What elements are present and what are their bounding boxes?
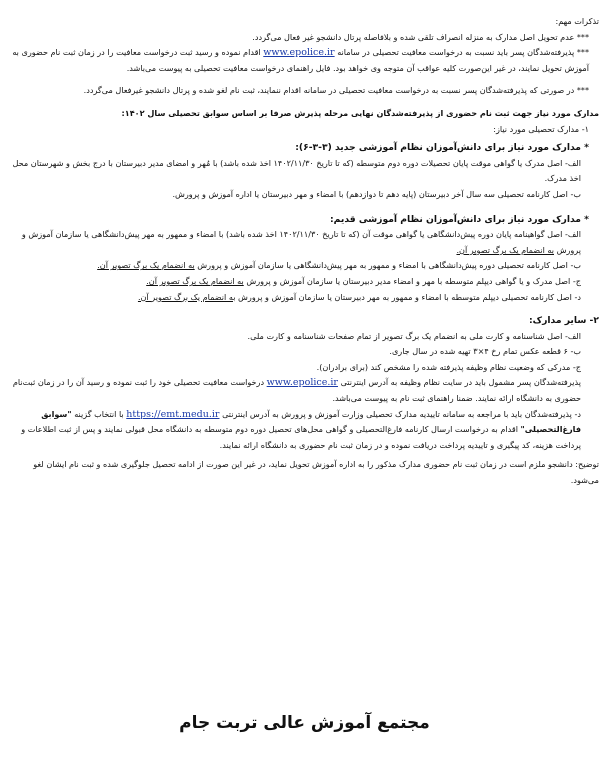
military-prefix: پذیرفته‌شدگان پسر مشمول باید در سایت نظام وظیفه به آدرس اینترنتی bbox=[340, 377, 581, 388]
other-docs-title: ۲- سایر مدارک: bbox=[529, 315, 599, 327]
item-d-suffix: اقدام به درخواست ارسال کارنامه فارغ‌التحصیلی و گواهی محل‌های تحصیل دوره دوم متوسطه به دانشگاه محل قبولی نمایند و پس از ثبت اطلاعات و پرداخت هزینه، کد پیگیری و تاییدیه پرداخت دریافت نموده و در زمان ثبت نام حضوری به دانشگاه ارائه نمایند. bbox=[21, 424, 581, 450]
old-system-title: * مدارک مورد نیاز برای دانش‌آموزان نظام آموزشی قدیم: bbox=[330, 213, 589, 225]
other-item-c: ج- مدرکی که وضعیت نظام وظیفه پذیرفته شده را مشخص کند (برای برادران). bbox=[316, 361, 581, 372]
notes-title: تذکرات مهم: bbox=[555, 16, 599, 26]
old-system-item-b bbox=[10, 258, 599, 274]
new-system-item-a: الف- اصل مدرک یا گواهی موقت پایان تحصیلات دوره دوم متوسطه (که تا تاریخ ۱۴۰۲/۱۱/۳۰ اخذ شده باشد) با مُهر و امضای مدیر دبیرستان با درج بخش و شهرستان محل اخذ مدرک. bbox=[12, 157, 581, 184]
graduation-records-option: "سوابق فارغ‌التحصیلی" bbox=[41, 408, 581, 435]
new-system-title: * مدارک مورد نیاز برای دانش‌آموزان نظام آموزشی جدید (۳-۳-۶): bbox=[295, 142, 589, 154]
note-2-prefix: *** پذیرفته‌شدگان پسر باید نسبت به درخواست معافیت تحصیلی در سامانه bbox=[337, 47, 589, 58]
old-d-underlined: به انضمام یک برگ تصویر آن. bbox=[137, 291, 236, 302]
old-system-item-a bbox=[10, 227, 599, 258]
military-note bbox=[10, 375, 599, 406]
old-b-underlined: به انضمام یک برگ تصویر آن. bbox=[97, 260, 195, 271]
old-a-underlined: به انضمام یک برگ تصویر آن. bbox=[456, 244, 554, 255]
new-system-item-b: ب- اصل کارنامه تحصیلی سه سال آخر دبیرستان (پایه دهم تا دوازدهم) با امضاء و مهر دبیرستان یا اداره آموزش و پرورش. bbox=[172, 188, 581, 199]
old-system-item-d bbox=[10, 290, 599, 306]
epolice-link-2[interactable]: www.epolice.ir bbox=[266, 377, 338, 389]
note-3: *** در صورتی که پذیرفته‌شدگان پسر نسبت به درخواست معافیت تحصیلی در سامانه اقدام ننمایند، ثبت نام لغو شده و پرتال دانشجو غیرفعال می‌گردد. bbox=[83, 85, 589, 96]
docs-heading: مدارک مورد نیاز جهت ثبت نام حضوری از پذیرفته‌شدگان نهایی مرحله پذیرش صرفا بر اساس سوابق تحصیلی سال ۱۴۰۲: bbox=[121, 107, 599, 118]
old-system-item-c bbox=[10, 274, 599, 290]
other-item-b: ب- ۶ قطعه عکس تمام رخ ۴×۳ تهیه شده در سال جاری. bbox=[389, 346, 581, 357]
final-note: توضیح: دانشجو ملزم است در زمان ثبت نام حضوری مدارک مذکور را به اداره آموزش تحویل نماید، در غیر این صورت از ادامه تحصیل جلوگیری شده و ثبت نام ایشان لغو می‌شود. bbox=[33, 459, 599, 486]
military-suffix: درخواست معافیت تحصیلی خود را ثبت نموده و رسید آن را در زمان ثبت‌نام حضوری به دانشگاه ارائه نمایند. ضمنا راهنمای ثبت نام به پیوست می‌باشد. bbox=[12, 377, 581, 404]
docs-sub1: ۱- مدارک تحصیلی مورد نیاز: bbox=[493, 123, 589, 134]
old-c-underlined: به انضمام یک برگ تصویر آن. bbox=[146, 275, 244, 286]
emt-medu-link[interactable]: https://emt.medu.ir bbox=[126, 408, 220, 420]
item-d-mid: با انتخاب گزینه bbox=[74, 408, 124, 419]
old-b-text: ب- اصل کارنامه تحصیلی دوره پیش‌دانشگاهی با امضاء و ممهور به مهر پیش‌دانشگاهی یا سازمان آموزش و پرورش bbox=[197, 260, 581, 271]
other-item-a: الف- اصل شناسنامه و کارت ملی به انضمام یک برگ تصویر از تمام صفحات شناسنامه و کارت ملی. bbox=[247, 330, 581, 341]
old-d-text: د- اصل کارنامه تحصیلی دیپلم متوسطه با امضاء و ممهور به مهر دبیرستان یا سازمان آموزش و پرورش bbox=[238, 291, 581, 302]
old-a-text: الف- اصل گواهینامه پایان دوره پیش‌دانشگاهی یا گواهی موقت آن (که تا تاریخ ۱۴۰۲/۱۱/۳۰ اخذ شده باشد) با امضاء و ممهور به مهر پیش‌دانشگاهی یا سازمان آموزش و پرورش bbox=[21, 229, 581, 255]
old-c-text: ج- اصل مدرک و یا گواهی دیپلم متوسطه با مهر و امضاء مدیر دبیرستان یا سازمان آموزش و پرورش bbox=[246, 275, 581, 286]
note-1: *** عدم تحویل اصل مدارک به منزله انصراف تلقی شده و بلافاصله پرتال دانشجو غیر فعال می‌گردد. bbox=[252, 31, 589, 42]
other-item-d bbox=[10, 407, 599, 454]
note-2 bbox=[10, 45, 599, 76]
epolice-link[interactable]: www.epolice.ir bbox=[263, 47, 335, 59]
item-d-prefix: د- پذیرفته‌شدگان باید با مراجعه به سامانه تاییدیه مدارک تحصیلی وزارت آموزش و پرورش به آدرس اینترنتی bbox=[222, 408, 581, 419]
institution-name: مجتمع آموزش عالی تربت جام bbox=[179, 713, 430, 733]
note-2-suffix: اقدام نموده و رسید ثبت درخواست معافیت را در زمان ثبت نام حضوری به آموزش تحویل نمایند، در غیر این‌صورت کلیه عواقب آن متوجه وی خواهد بود. فایل راهنمای درخواست معافیت تحصیلی به پیوست می‌باشد. bbox=[12, 47, 589, 73]
